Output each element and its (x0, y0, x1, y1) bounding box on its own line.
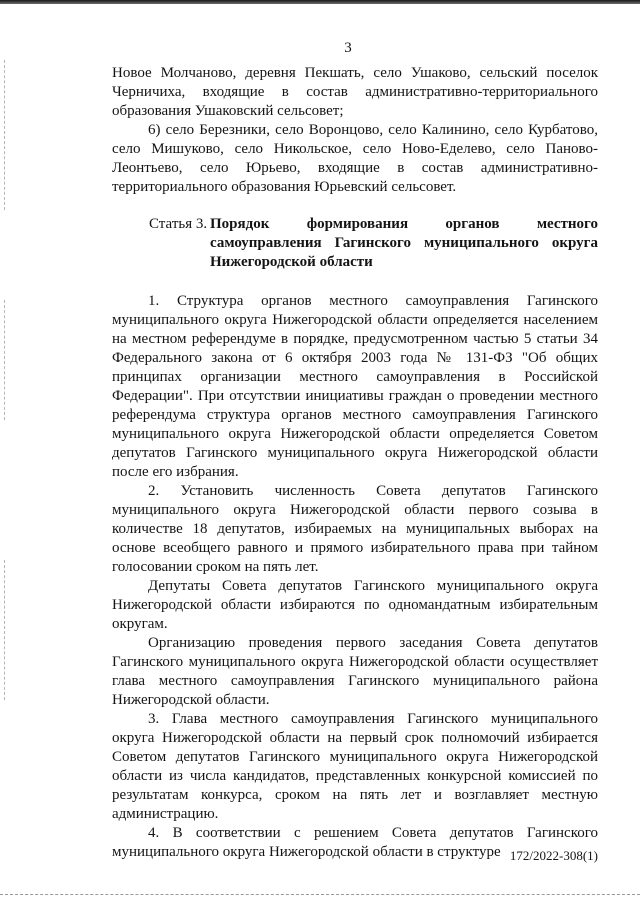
paragraph: 2. Установить численность Совета депутатов Гагинского муниципального округа Нижегородской области первого созыва в количестве 18 депутатов, избираемых на муниципальных выборах на основе всеобщего равного и прямого избирательного права при тайном голосовании сроком на пять лет. (112, 483, 598, 575)
paragraph: Депутаты Совета депутатов Гагинского муниципального округа Нижегородской области избираются по одномандатным избирательным округам. (112, 578, 598, 632)
article-title: Порядок формирования органов местного самоуправления Гагинского муниципального округа Нижегородской области (210, 216, 598, 270)
paragraph: 1. Структура органов местного самоуправления Гагинского муниципального округа Нижегородской области определяется населением на местном референдуме в порядке, предусмотренном частью 5 статьи 34 Федерального закона от 6 октября 2003 года № 131-ФЗ "Об общих принципах организации местного самоуправления в Российской Федерации". При отсутствии инициативы граждан о проведении местного референдума структура органов местного самоуправления Гагинского муниципального округа Нижегородской области определяется Советом депутатов Гагинского муниципального округа Нижегородской области после его избрания. (112, 293, 598, 480)
paragraph: 6) село Березники, село Воронцово, село Калинино, село Курбатово, село Мишуково, село Никольское, село Ново-Еделево, село Паново-Леонтьево, село Юрьево, входящие в состав административно-территориального образования Юрьевский сельсовет. (112, 122, 598, 195)
paragraph: 4. В соответствии с решением Совета депутатов Гагинского муниципального округа Нижегородской области в структуре (112, 825, 598, 860)
scan-top-edge (0, 0, 640, 4)
scan-margin-mark (4, 300, 5, 420)
document-body (112, 64, 598, 862)
document-registration-code: 172/2022-308(1) (509, 848, 598, 863)
article-heading (112, 215, 598, 272)
scan-margin-mark (4, 560, 5, 700)
scan-margin-mark (4, 60, 5, 210)
page-number: 3 (344, 40, 352, 56)
scan-bottom-edge (0, 894, 640, 895)
paragraph: 3. Глава местного самоуправления Гагинского муниципального округа Нижегородской области на первый срок полномочий избирается Советом депутатов Гагинского муниципального округа Нижегородской области из числа кандидатов, представленных конкурсной комиссией по результатам конкурса, сроком на пять лет и возглавляет местную администрацию. (112, 711, 598, 822)
paragraph: Организацию проведения первого заседания Совета депутатов Гагинского муниципального округа Нижегородской области осуществляет глава местного самоуправления Гагинского муниципального района Нижегородской области. (112, 635, 598, 708)
paragraph: Новое Молчаново, деревня Пекшать, село Ушаково, сельский поселок Черничиха, входящие в состав административно-территориального образования Ушаковский сельсовет; (112, 65, 598, 119)
article-label: Статья 3. (149, 216, 208, 232)
